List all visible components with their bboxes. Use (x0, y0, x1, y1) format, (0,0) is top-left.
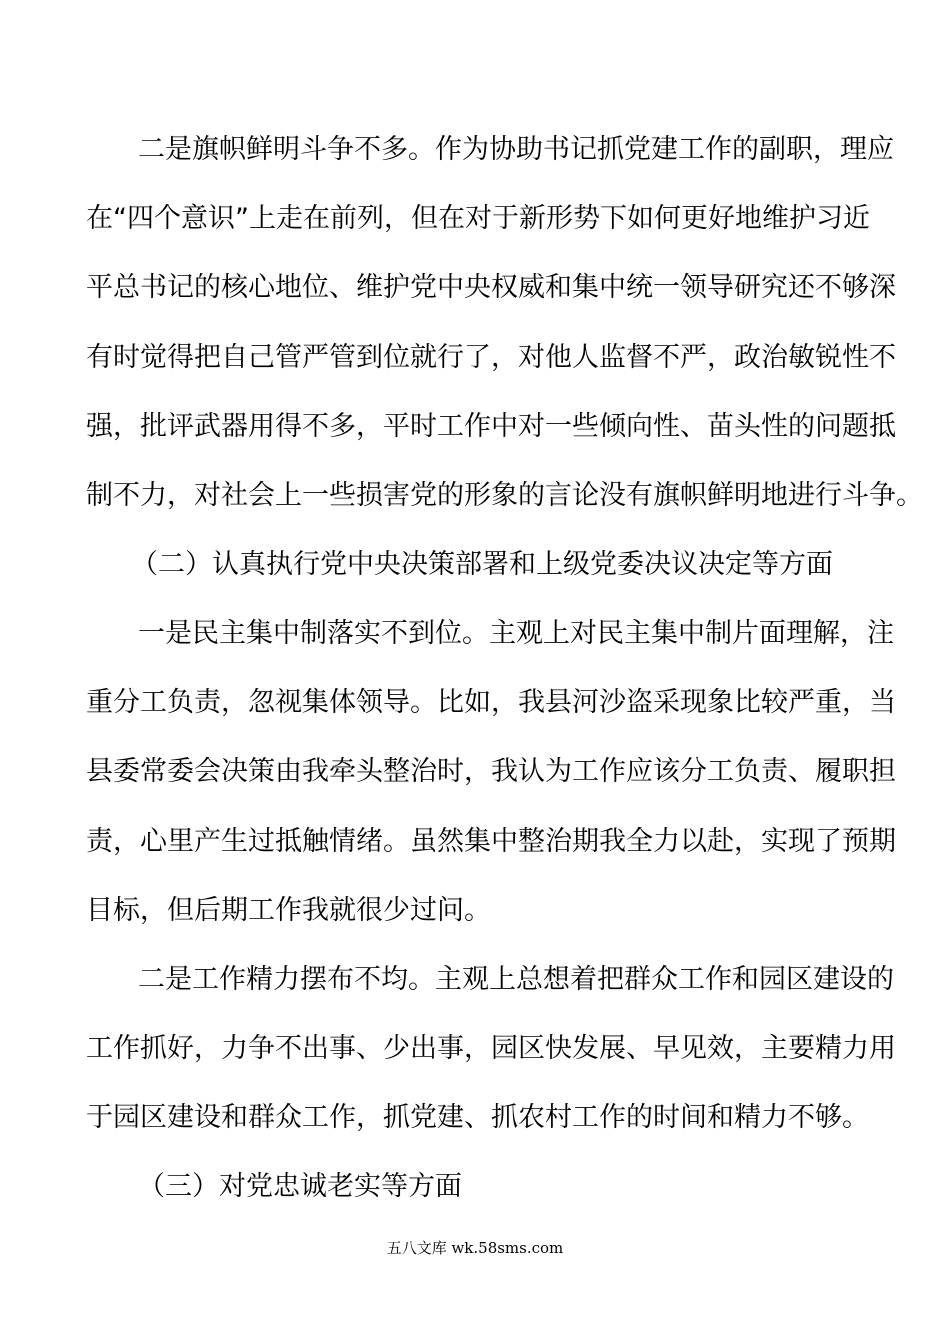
section-heading-3: （三）对党忠诚老实等方面 (138, 1171, 462, 1202)
paragraph-line: 工作抓好，力争不出事、少出事，园区快发展、早见效，主要精力用 (86, 1033, 896, 1064)
paragraph-line: 县委常委会决策由我牵头整治时，我认为工作应该分工负责、履职担 (86, 756, 896, 787)
paragraph-line: 二是工作精力摆布不均。主观上总想着把群众工作和园区建设的 (138, 964, 894, 995)
paragraph-line: 制不力，对社会上一些损害党的形象的言论没有旗帜鲜明地进行斗争。 (86, 480, 923, 511)
paragraph-line: 在“四个意识”上走在前列，但在对于新形势下如何更好地维护习近 (86, 203, 870, 234)
footer-watermark: 五八文库 wk.58sms.com (386, 1239, 564, 1257)
paragraph-line: 目标，但后期工作我就很少过问。 (86, 895, 491, 926)
section-heading-2: （二）认真执行党中央决策部署和上级党委决议决定等方面 (131, 549, 833, 580)
paragraph-line: 一是民主集中制落实不到位。主观上对民主集中制片面理解，注 (138, 618, 894, 649)
paragraph-line: 责，心里产生过抵触情绪。虽然集中整治期我全力以赴，实现了预期 (86, 826, 896, 857)
paragraph-line: 于园区建设和群众工作，抓党建、抓农村工作的时间和精力不够。 (86, 1102, 869, 1133)
paragraph-line: 有时觉得把自己管严管到位就行了，对他人监督不严，政治敏锐性不 (86, 342, 896, 373)
paragraph-line: 平总书记的核心地位、维护党中央权威和集中统一领导研究还不够深 (86, 272, 896, 303)
paragraph-line: 强，批评武器用得不多，平时工作中对一些倾向性、苗头性的问题抵 (86, 411, 896, 442)
paragraph-line: 二是旗帜鲜明斗争不多。作为协助书记抓党建工作的副职，理应 (138, 134, 894, 165)
paragraph-line: 重分工负责，忽视集体领导。比如，我县河沙盗采现象比较严重，当 (86, 687, 896, 718)
